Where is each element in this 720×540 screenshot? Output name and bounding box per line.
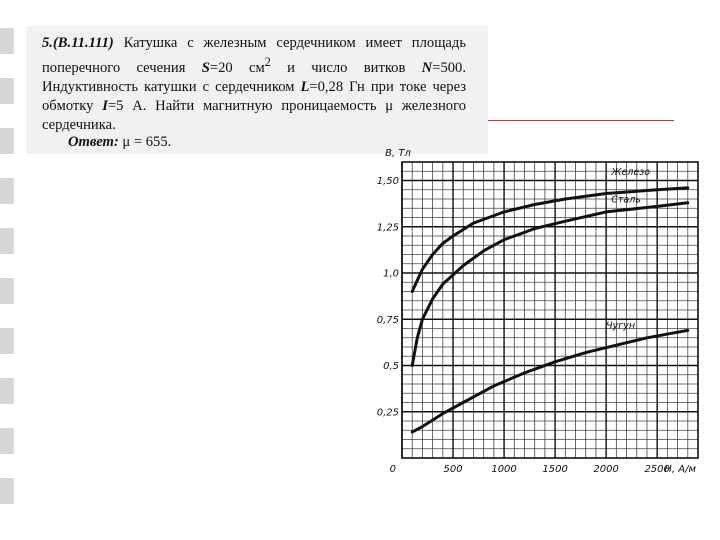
series-label-Железо: Железо <box>611 166 651 178</box>
x-tick-label: 0 <box>389 464 396 475</box>
y-tick-label: 0,75 <box>376 314 399 326</box>
var-n: N <box>421 59 433 76</box>
y-tick-label: 1,0 <box>383 268 399 280</box>
rail-band <box>0 428 14 454</box>
answer-value: μ = 655. <box>118 134 172 150</box>
problem-number: 5.(В.11.111) <box>42 35 114 51</box>
answer-label: Ответ: <box>68 134 119 150</box>
problem-text-part: и число витков <box>270 59 422 76</box>
x-tick-label: 1000 <box>491 464 517 475</box>
rail-band <box>0 328 14 354</box>
accent-divider <box>488 120 674 121</box>
var-s: S <box>201 59 210 76</box>
rail-band <box>0 28 14 54</box>
problem-text-part: Катушка с железным сердечником имеет площадь поперечного сечения <box>42 35 466 76</box>
rail-band <box>0 128 14 154</box>
var-i: I <box>102 97 108 114</box>
rail-band <box>0 228 14 254</box>
slide-left-rail <box>0 0 14 540</box>
problem-text-part: =5 А. Найти магнитную проницаемость μ железного сердечника. <box>42 97 466 133</box>
series-label-Сталь: Сталь <box>611 194 641 206</box>
y-tick-label: 1,25 <box>376 222 399 234</box>
rail-band <box>0 478 14 504</box>
x-tick-label: 2500 <box>644 464 670 475</box>
series-label-Чугун: Чугун <box>606 320 636 332</box>
superscript: 2 <box>264 55 271 69</box>
magnetization-chart <box>370 140 710 486</box>
y-tick-label: 0,25 <box>376 407 399 419</box>
y-axis-title: B, Тл <box>385 148 411 159</box>
y-tick-label: 0,5 <box>383 361 399 372</box>
x-tick-label: 2000 <box>593 464 619 475</box>
y-tick-label: 1,50 <box>376 176 399 187</box>
rail-band <box>0 78 14 104</box>
rail-band <box>0 278 14 304</box>
problem-text-part: =20 см <box>209 59 265 76</box>
chart-svg <box>370 140 710 486</box>
problem-text-part: =0,28 Гн при токе через обмотку <box>42 78 466 114</box>
x-axis-title: H, А/м <box>664 464 696 475</box>
rail-band <box>0 178 14 204</box>
x-tick-label: 1500 <box>542 464 568 475</box>
x-tick-label: 500 <box>443 464 463 475</box>
problem-text-part: =500. Индуктивность катушки с сердечником <box>42 59 466 95</box>
problem-statement <box>42 34 466 135</box>
var-l: L <box>300 78 310 95</box>
answer-line <box>68 134 171 151</box>
rail-band <box>0 378 14 404</box>
